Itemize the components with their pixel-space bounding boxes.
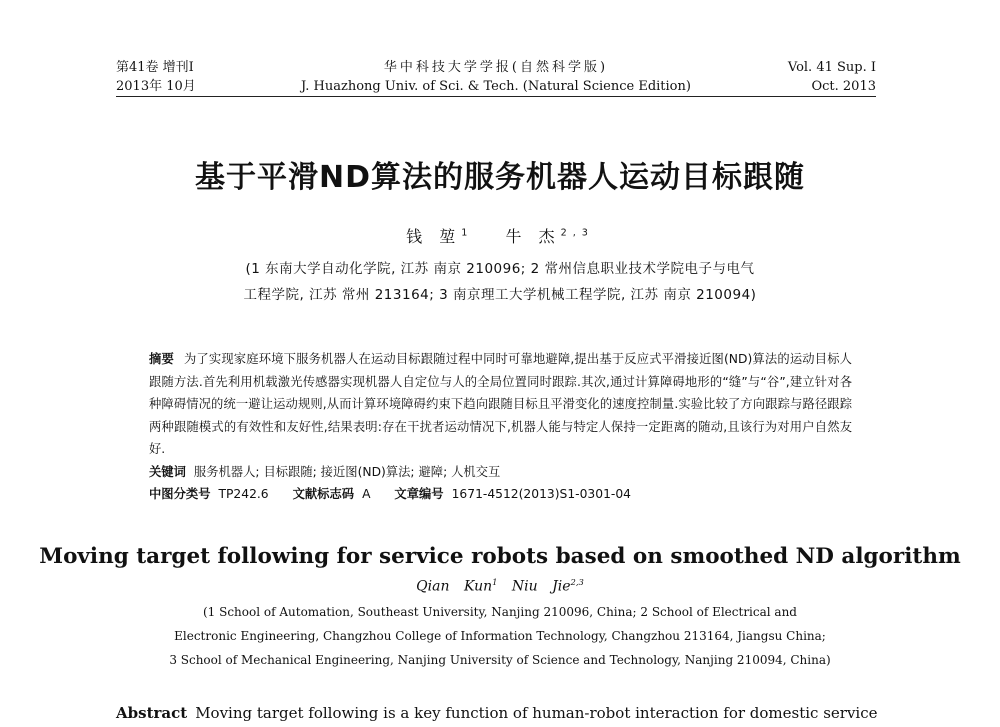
abstract-en bbox=[116, 704, 886, 722]
clc-label: 中图分类号 bbox=[149, 487, 211, 501]
article-no-value: 1671-4512(2013)S1-0301-04 bbox=[451, 487, 631, 501]
author-2-cn: 牛 杰 bbox=[505, 227, 561, 246]
abstract-cn-text: 为了实现家庭环境下服务机器人在运动目标跟随过程中同时可靠地避障,提出基于反应式平滑接近图(ND)算法的运动目标人跟随方法.首先利用机载激光传感器实现机器人自定位与人的全局位置同时跟踪.其次,通过计算障碍地形的“缝”与“谷”,建立针对各种障碍情况的统一避让运动规则,从而计算环境障碍约束下趋向跟随目标且平滑变化的速度控制量.实验比较了方向跟踪与路径跟踪两种跟随模式的有效性和友好性,结果表明:存在干扰者运动情况下,机器人能与特定人保持一定距离的随动,且该行为对用户自然友好. bbox=[149, 352, 852, 456]
author-2-en: Niu Jie bbox=[511, 578, 571, 595]
paper-title-en: Moving target following for service robots based on smoothed ND algorithm bbox=[39, 544, 961, 569]
author-1-cn: 钱 堃 bbox=[406, 227, 462, 246]
keywords-cn bbox=[149, 461, 852, 484]
header-right bbox=[788, 58, 876, 96]
affiliation-cn-line: (1 东南大学自动化学院, 江苏 南京 210096; 2 常州信息职业技术学院电子与电气 bbox=[245, 261, 755, 277]
keywords-cn-text: 服务机器人; 目标跟随; 接近图(ND)算法; 避障; 人机交互 bbox=[193, 464, 501, 479]
volume-issue: 第41卷 增刊Ⅰ bbox=[116, 60, 194, 75]
classification-line bbox=[149, 483, 852, 506]
affiliation-en-line: Electronic Engineering, Changzhou College of Information Technology, Changzhou 213164, Jiangsu China; bbox=[174, 629, 826, 643]
author-1-en: Qian Kun bbox=[416, 578, 493, 595]
volume-en: Vol. 41 Sup. Ⅰ bbox=[787, 60, 876, 75]
article-no-label: 文章编号 bbox=[394, 487, 444, 501]
authors-en bbox=[0, 577, 1000, 595]
paper-title-cn: 基于平滑ND算法的服务机器人运动目标跟随 bbox=[194, 160, 805, 195]
abstract-en-label: Abstract bbox=[116, 704, 188, 722]
author-1-en-affil: 1 bbox=[492, 577, 498, 587]
affiliation-en-line: 3 School of Mechanical Engineering, Nanjing University of Science and Technology, Nanjing 210094, China) bbox=[169, 653, 831, 667]
journal-name-cn: 华中科技大学学报(自然科学版) bbox=[383, 60, 609, 75]
abstract-cn-label: 摘要 bbox=[149, 352, 174, 366]
header-center bbox=[116, 58, 876, 96]
running-header bbox=[116, 58, 876, 98]
doc-code-value: A bbox=[362, 487, 371, 501]
author-2-en-affil: 2,3 bbox=[570, 577, 584, 587]
affiliations-cn bbox=[150, 256, 850, 308]
abstract-cn bbox=[149, 348, 852, 461]
author-2-cn-affil: 2,3 bbox=[560, 227, 594, 239]
header-rule bbox=[116, 96, 876, 97]
abstract-cn-block bbox=[149, 348, 852, 506]
affiliations-en bbox=[120, 600, 880, 672]
publication-date-en: Oct. 2013 bbox=[811, 79, 876, 94]
authors-cn bbox=[0, 224, 1000, 247]
doc-code-label: 文献标志码 bbox=[292, 487, 355, 501]
affiliation-cn-line: 工程学院, 江苏 常州 213164; 3 南京理工大学机械工程学院, 江苏 南京 210094) bbox=[243, 287, 757, 303]
abstract-en-text: Moving target following is a key function of human-robot interaction for domestic service bbox=[195, 704, 878, 722]
journal-name-en: J. Huazhong Univ. of Sci. & Tech. (Natural Science Edition) bbox=[301, 79, 691, 94]
affiliation-en-line: (1 School of Automation, Southeast University, Nanjing 210096, China; 2 School of Electrical and bbox=[202, 605, 797, 619]
keywords-cn-label: 关键词 bbox=[149, 464, 186, 479]
clc-value: TP242.6 bbox=[218, 487, 269, 501]
author-1-cn-affil: 1 bbox=[461, 227, 474, 239]
publication-date-cn: 2013年 10月 bbox=[116, 79, 196, 94]
